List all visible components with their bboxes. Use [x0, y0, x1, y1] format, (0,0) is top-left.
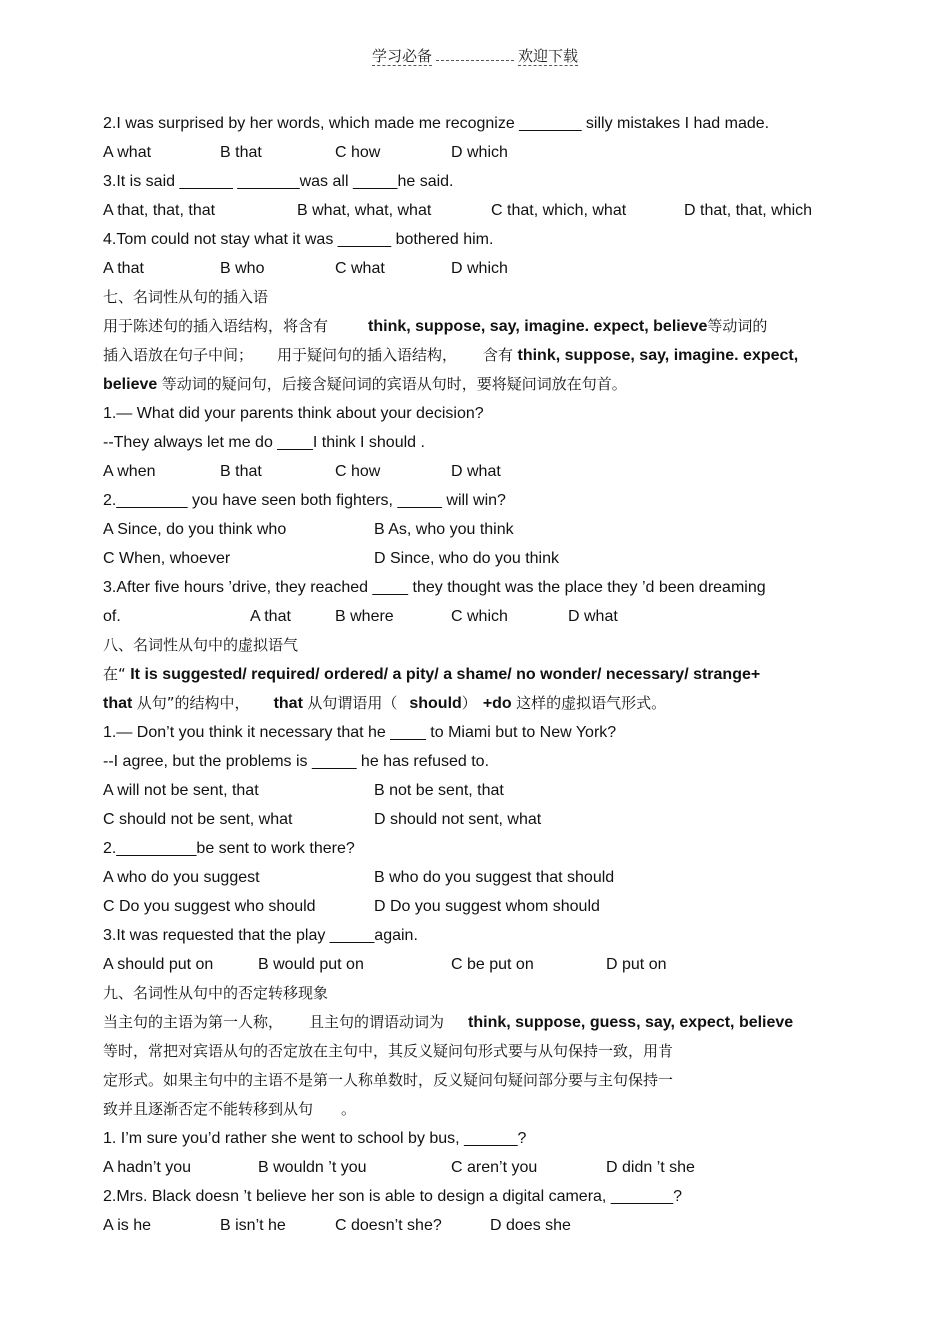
question-text: 2.Mrs. Black doesn ’t believe her son is able to design a digital camera, _______? [103, 1188, 683, 1205]
header-right: 欢迎下载 [518, 47, 579, 65]
desc-text: ） [461, 694, 477, 712]
option-d: D does she [490, 1217, 571, 1234]
option-a: A that [250, 608, 291, 625]
section-description [103, 1095, 883, 1124]
header-left: 学习必备 [371, 47, 432, 65]
option-b: B what, what, what [297, 202, 432, 219]
option-row [103, 196, 883, 225]
desc-text: 等动词的 [707, 317, 768, 335]
option-d: D which [451, 144, 508, 161]
section-description: 定形式。如果主句中的主语不是第一人称单数时，反义疑问句疑问部分要与主句保持一 [103, 1071, 674, 1089]
option-d: D which [451, 260, 508, 277]
desc-text: 这样的虚拟语气形式。 [516, 694, 667, 712]
option-d: D Since, who do you think [374, 550, 559, 567]
question-text: 2.________ you have seen both fighters, _____ will win? [103, 492, 506, 509]
option-b: B isn’t he [220, 1217, 286, 1234]
question-text: 1. I’m sure you’d rather she went to school by bus, ______? [103, 1130, 527, 1147]
option-c: C which [451, 608, 508, 625]
section-description [103, 370, 883, 399]
desc-keywords: that [103, 695, 133, 712]
option-row [103, 892, 883, 921]
option-c: C aren’t you [451, 1159, 538, 1176]
option-c: C how [335, 463, 381, 480]
option-c: C that, which, what [491, 202, 627, 219]
option-row [103, 1153, 883, 1182]
desc-keywords: that [273, 695, 303, 712]
desc-text: 从句谓语用（ [307, 694, 398, 712]
option-b: B not be sent, that [374, 782, 504, 799]
option-a: A should put on [103, 956, 214, 973]
section-description [103, 341, 883, 370]
desc-text: 含有 [483, 346, 514, 364]
option-b: B As, who you think [374, 521, 514, 538]
desc-keywords: think, suppose, say, imagine. expect, believe [368, 318, 708, 335]
question-text: 4.Tom could not stay what it was ______ bothered him. [103, 231, 494, 248]
option-b: B wouldn ’t you [258, 1159, 367, 1176]
section-description [103, 689, 883, 718]
option-b: B that [220, 463, 262, 480]
section-title: 九、名词性从句中的否定转移现象 [103, 984, 329, 1002]
option-b: B that [220, 144, 262, 161]
desc-text: 从句”的结构中， [136, 694, 250, 712]
option-a: A hadn’t you [103, 1159, 192, 1176]
desc-keywords: think, suppose, guess, say, expect, believe [468, 1014, 794, 1031]
desc-keywords: It is suggested/ required/ ordered/ a pity/ a shame/ no wonder/ necessary/ strange+ [130, 666, 761, 683]
option-d: D should not sent, what [374, 811, 542, 828]
option-row [103, 138, 883, 167]
question-text: --I agree, but the problems is _____ he has refused to. [103, 753, 490, 770]
desc-keywords: think, suppose, say, imagine. expect, [517, 347, 799, 364]
desc-keywords: +do [482, 695, 512, 712]
desc-text: 。 [341, 1100, 357, 1118]
option-c: C be put on [451, 956, 534, 973]
option-a: A is he [103, 1217, 152, 1234]
option-a: A that, that, that [103, 202, 216, 219]
option-row [103, 515, 883, 544]
section-description [103, 312, 883, 341]
option-row [103, 863, 883, 892]
header-divider [436, 50, 514, 61]
option-a: A what [103, 144, 152, 161]
option-row [103, 544, 883, 573]
option-a: A that [103, 260, 144, 277]
desc-text: 用于陈述句的插入语结构，将含有 [103, 317, 329, 335]
option-a: A Since, do you think who [103, 521, 287, 538]
option-a: A when [103, 463, 156, 480]
option-d: D Do you suggest whom should [374, 898, 600, 915]
option-d: D put on [606, 956, 667, 973]
desc-keywords: should [409, 695, 462, 712]
document-body [103, 109, 883, 1240]
option-a: A will not be sent, that [103, 782, 259, 799]
option-row [103, 1211, 883, 1240]
page-header [0, 45, 950, 66]
option-d: D what [568, 608, 618, 625]
section-description [103, 1008, 883, 1037]
question-text: 2.I was surprised by her words, which made me recognize _______ silly mistakes I had made. [103, 115, 770, 132]
desc-text: 致并且逐渐否定不能转移到从句 [103, 1100, 314, 1118]
desc-keywords: believe [103, 376, 158, 393]
option-b: B where [335, 608, 394, 625]
option-c: C doesn’t she? [335, 1217, 442, 1234]
question-text: 3.It was requested that the play _____again. [103, 927, 418, 944]
option-c: C When, whoever [103, 550, 231, 567]
question-text: --They always let me do ____I think I should . [103, 434, 425, 451]
question-text: 3.After five hours ’drive, they reached ____ they thought was the place they ’d been dreaming [103, 579, 766, 596]
section-title: 八、名词性从句中的虚拟语气 [103, 636, 299, 654]
desc-text: 且主句的谓语动词为 [309, 1013, 445, 1031]
option-b: B would put on [258, 956, 364, 973]
option-b: B who do you suggest that should [374, 869, 615, 886]
section-title: 七、名词性从句的插入语 [103, 288, 269, 306]
section-description [103, 660, 883, 689]
option-b: B who [220, 260, 265, 277]
option-a: A who do you suggest [103, 869, 260, 886]
question-text: 2._________be sent to work there? [103, 840, 355, 857]
desc-text: 在“ [103, 665, 126, 683]
option-row [103, 254, 883, 283]
desc-text: 插入语放在句子中间； [103, 346, 254, 364]
desc-text: 当主句的主语为第一人称， [103, 1013, 284, 1031]
option-row [103, 805, 883, 834]
option-d: D didn ’t she [606, 1159, 695, 1176]
option-d: D that, that, which [684, 202, 813, 219]
option-c: C Do you suggest who should [103, 898, 316, 915]
section-description: 等时，常把对宾语从句的否定放在主句中，其反义疑问句形式要与从句保持一致，用肯 [103, 1042, 674, 1060]
desc-text: 等动词的疑问句，后接含疑问词的宾语从句时，要将疑问词放在句首。 [161, 375, 627, 393]
desc-text: 用于疑问句的插入语结构， [277, 346, 458, 364]
option-c: C how [335, 144, 381, 161]
option-c: C should not be sent, what [103, 811, 293, 828]
question-text: 3.It is said ______ _______was all _____he said. [103, 173, 454, 190]
option-row [103, 776, 883, 805]
question-text: 1.— What did your parents think about your decision? [103, 405, 484, 422]
option-row [103, 950, 883, 979]
option-row [103, 457, 883, 486]
option-row [103, 602, 883, 631]
question-text: 1.— Don’t you think it necessary that he ____ to Miami but to New York? [103, 724, 617, 741]
question-continuation: of. [103, 608, 121, 625]
option-c: C what [335, 260, 385, 277]
option-d: D what [451, 463, 501, 480]
